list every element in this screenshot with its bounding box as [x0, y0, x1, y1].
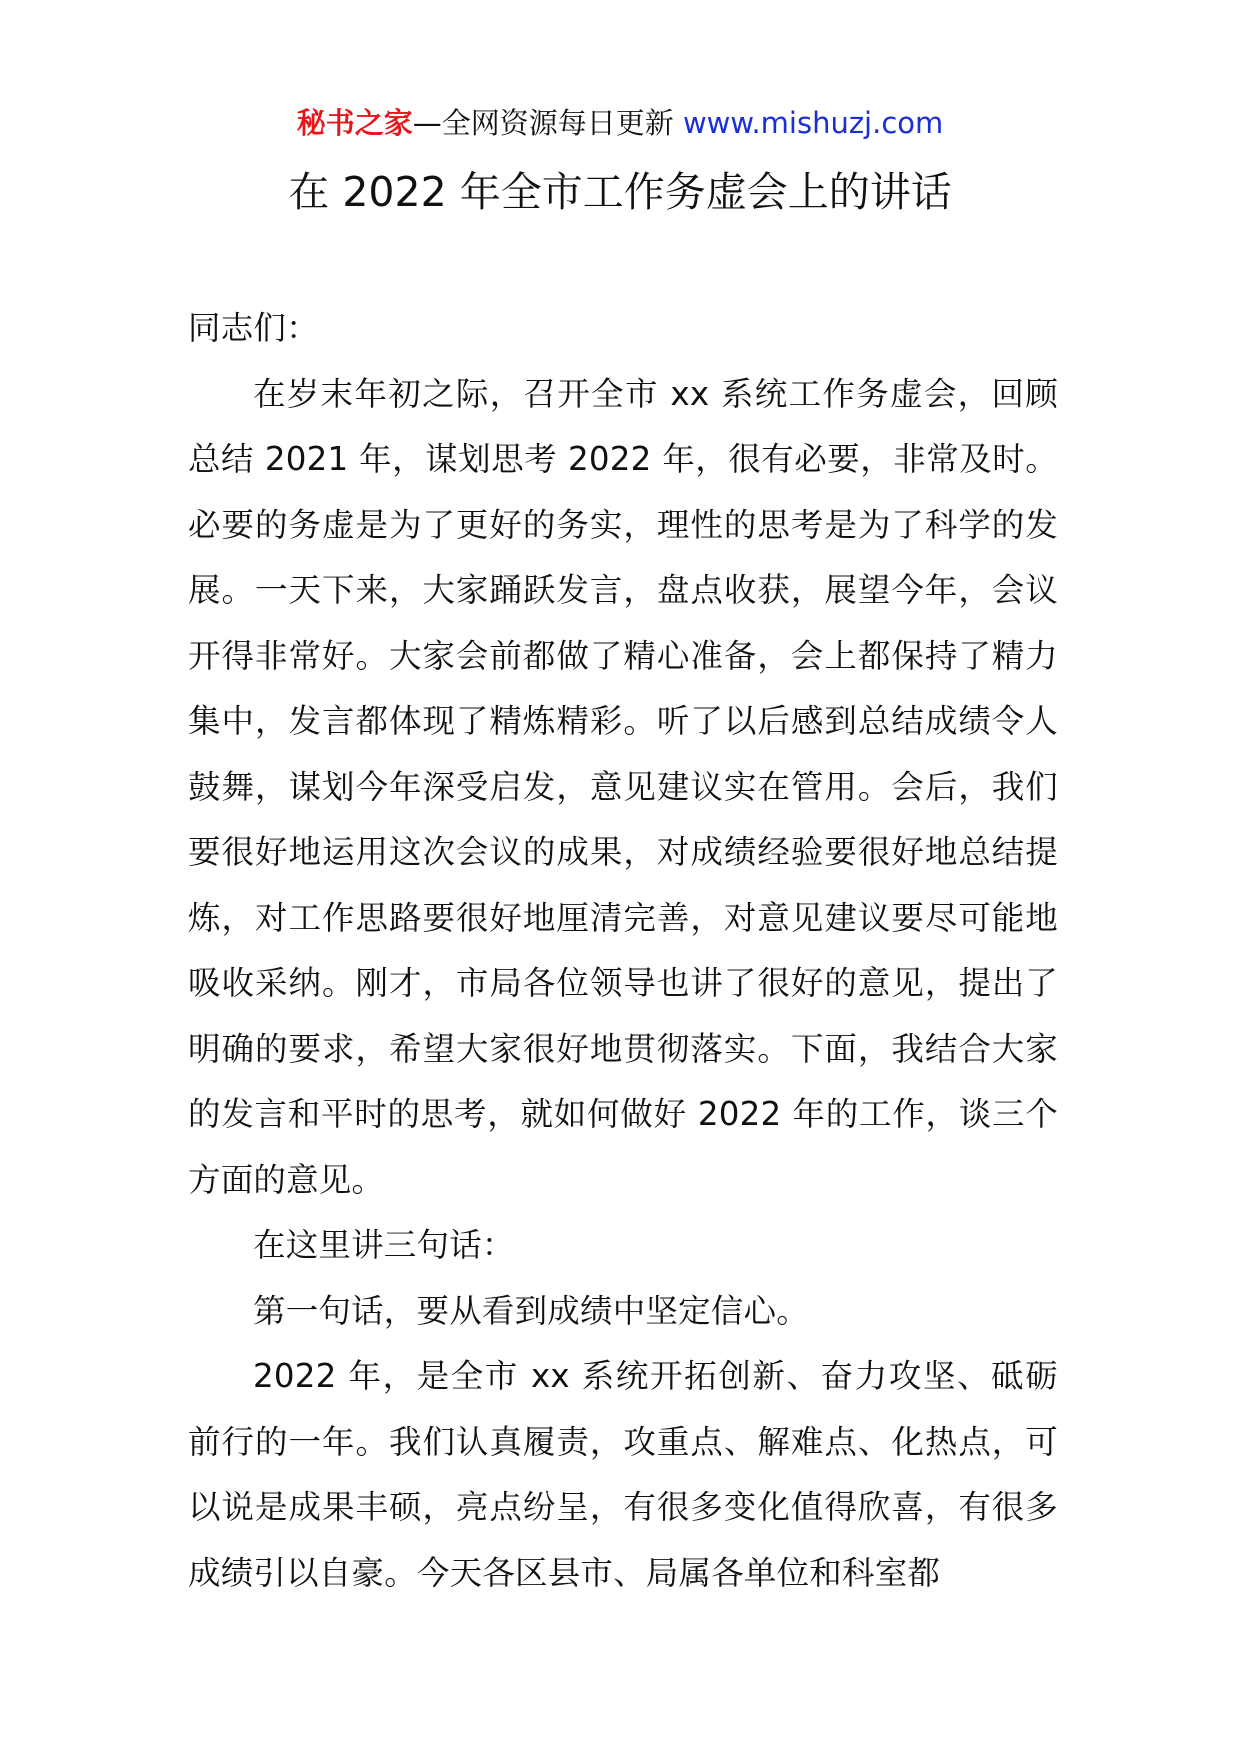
brand-name: 秘书之家	[296, 106, 413, 140]
document-title: 在 2022 年全市工作务虚会上的讲话	[288, 168, 952, 216]
paragraph-first-point-body: 2022 年，是全市 xx 系统开拓创新、奋力攻坚、砥砺前行的一年。我们认真履责，攻重点、解难点、化热点，可以说是成果丰硕，亮点纷呈，有很多变化值得欣喜，有很多成绩引以自豪。今天各区县市、局属各单位和科室都	[188, 1357, 1058, 1592]
salutation: 同志们：	[188, 309, 319, 347]
site-url-link[interactable]: www.mishuzj.com	[682, 106, 944, 140]
site-banner	[0, 103, 1240, 143]
document-body	[188, 296, 1058, 1606]
paragraph-opening: 在岁末年初之际，召开全市 xx 系统工作务虚会，回顾总结 2021 年，谋划思考 2022 年，很有必要，非常及时。必要的务虚是为了更好的务实，理性的思考是为了科学的发展。一天下来，大家踊跃发言，盘点收获，展望今年，会议开得非常好。大家会前都做了精心准备，会上都保持了精力集中，发言都体现了精炼精彩。听了以后感到总结成绩令人鼓舞，谋划今年深受启发，意见建议实在管用。会后，我们要很好地运用这次会议的成果，对成绩经验要很好地总结提炼，对工作思路要很好地厘清完善，对意见建议要尽可能地吸收采纳。刚才，市局各位领导也讲了很好的意见，提出了明确的要求，希望大家很好地贯彻落实。下面，我结合大家的发言和平时的思考，就如何做好 2022 年的工作，谈三个方面的意见。	[188, 374, 1058, 1199]
paragraph-intro-three-points: 在这里讲三句话：	[253, 1226, 515, 1264]
banner-tagline: —全网资源每日更新	[412, 106, 674, 140]
paragraph-first-point-heading: 第一句话，要从看到成绩中坚定信心。	[253, 1291, 809, 1330]
